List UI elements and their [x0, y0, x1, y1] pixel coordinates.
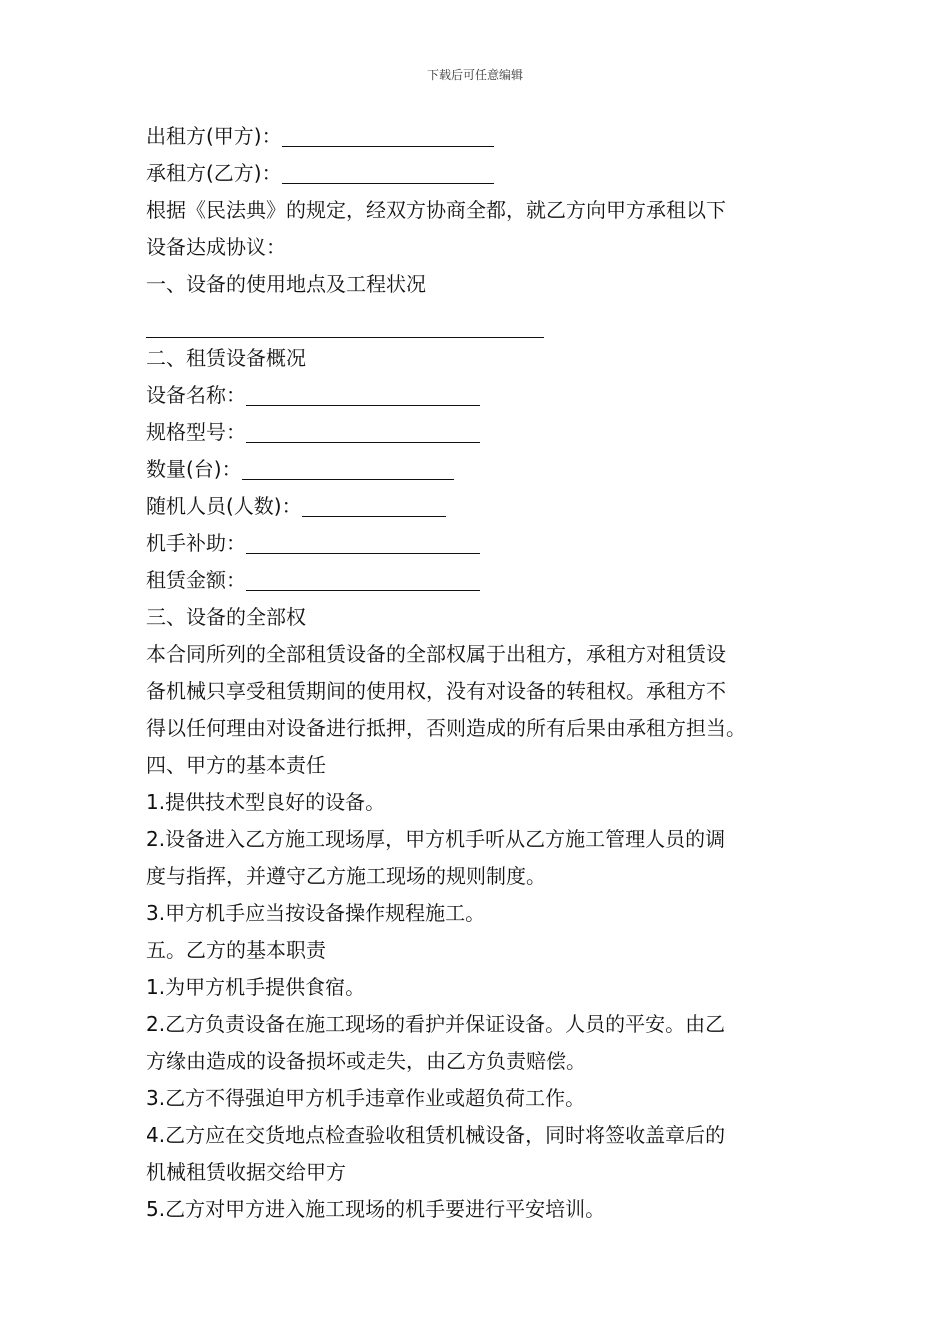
intro-line: 根据《民法典》的规定，经双方协商全都，就乙方向甲方承租以下 [146, 198, 726, 222]
paragraph-line: 2.设备进入乙方施工现场厚，甲方机手听从乙方施工管理人员的调 [146, 827, 726, 851]
paragraph-line: 2.乙方负责设备在施工现场的看护并保证设备。人员的平安。由乙 [146, 1012, 726, 1036]
lessor-label: 出租方(甲方)： [146, 124, 282, 148]
paragraph-line: 本合同所列的全部租赁设备的全部权属于出租方，承租方对租赁设 [146, 642, 726, 666]
contract-body [146, 118, 812, 1228]
paragraph-line: 5.乙方对甲方进入施工现场的机手要进行平安培训。 [146, 1197, 606, 1221]
field-label: 随机人员(人数)： [146, 494, 302, 518]
equipment-name-field [146, 377, 812, 414]
operator-subsidy-blank[interactable] [246, 531, 480, 554]
paragraph-line: 机械租赁收据交给甲方 [146, 1160, 346, 1184]
model-blank[interactable] [246, 420, 480, 443]
paragraph-line: 度与指挥，并遵守乙方施工现场的规则制度。 [146, 864, 546, 888]
lessee-label: 承租方(乙方)： [146, 161, 282, 185]
page-header: 下载后可任意编辑 [426, 68, 523, 82]
lessor-field [146, 118, 812, 155]
field-label: 数量(台)： [146, 457, 242, 481]
field-label: 规格型号： [146, 420, 246, 444]
paragraph-line: 1.提供技术型良好的设备。 [146, 790, 386, 814]
quantity-field [146, 451, 812, 488]
location-blank[interactable] [146, 315, 544, 338]
lessee-field [146, 155, 812, 192]
field-label: 设备名称： [146, 383, 246, 407]
paragraph-line: 3.甲方机手应当按设备操作规程施工。 [146, 901, 486, 925]
field-label: 租赁金额： [146, 568, 246, 592]
section-1-title: 一、设备的使用地点及工程状况 [146, 272, 426, 296]
staff-count-field [146, 488, 812, 525]
section-3-title: 三、设备的全部权 [146, 605, 306, 629]
rental-amount-blank[interactable] [246, 568, 480, 591]
paragraph-line: 方缘由造成的设备损坏或走失，由乙方负责赔偿。 [146, 1049, 586, 1073]
operator-subsidy-field [146, 525, 812, 562]
paragraph-line: 4.乙方应在交货地点检查验收租赁机械设备，同时将签收盖章后的 [146, 1123, 726, 1147]
equipment-name-blank[interactable] [246, 383, 480, 406]
quantity-blank[interactable] [242, 457, 454, 480]
rental-amount-field [146, 562, 812, 599]
field-label: 机手补助： [146, 531, 246, 555]
paragraph-line: 备机械只享受租赁期间的使用权，没有对设备的转租权。承租方不 [146, 679, 726, 703]
lessor-blank[interactable] [282, 124, 494, 147]
section-2-title: 二、租赁设备概况 [146, 346, 306, 370]
section-5-title: 五。乙方的基本职责 [146, 938, 326, 962]
model-field [146, 414, 812, 451]
paragraph-line: 1.为甲方机手提供食宿。 [146, 975, 366, 999]
lessee-blank[interactable] [282, 161, 494, 184]
location-field [146, 303, 812, 340]
section-4-title: 四、甲方的基本责任 [146, 753, 326, 777]
paragraph-line: 3.乙方不得强迫甲方机手违章作业或超负荷工作。 [146, 1086, 586, 1110]
staff-count-blank[interactable] [302, 494, 446, 517]
paragraph-line: 得以任何理由对设备进行抵押，否则造成的所有后果由承租方担当。 [146, 716, 746, 740]
intro-line: 设备达成协议： [146, 235, 286, 259]
